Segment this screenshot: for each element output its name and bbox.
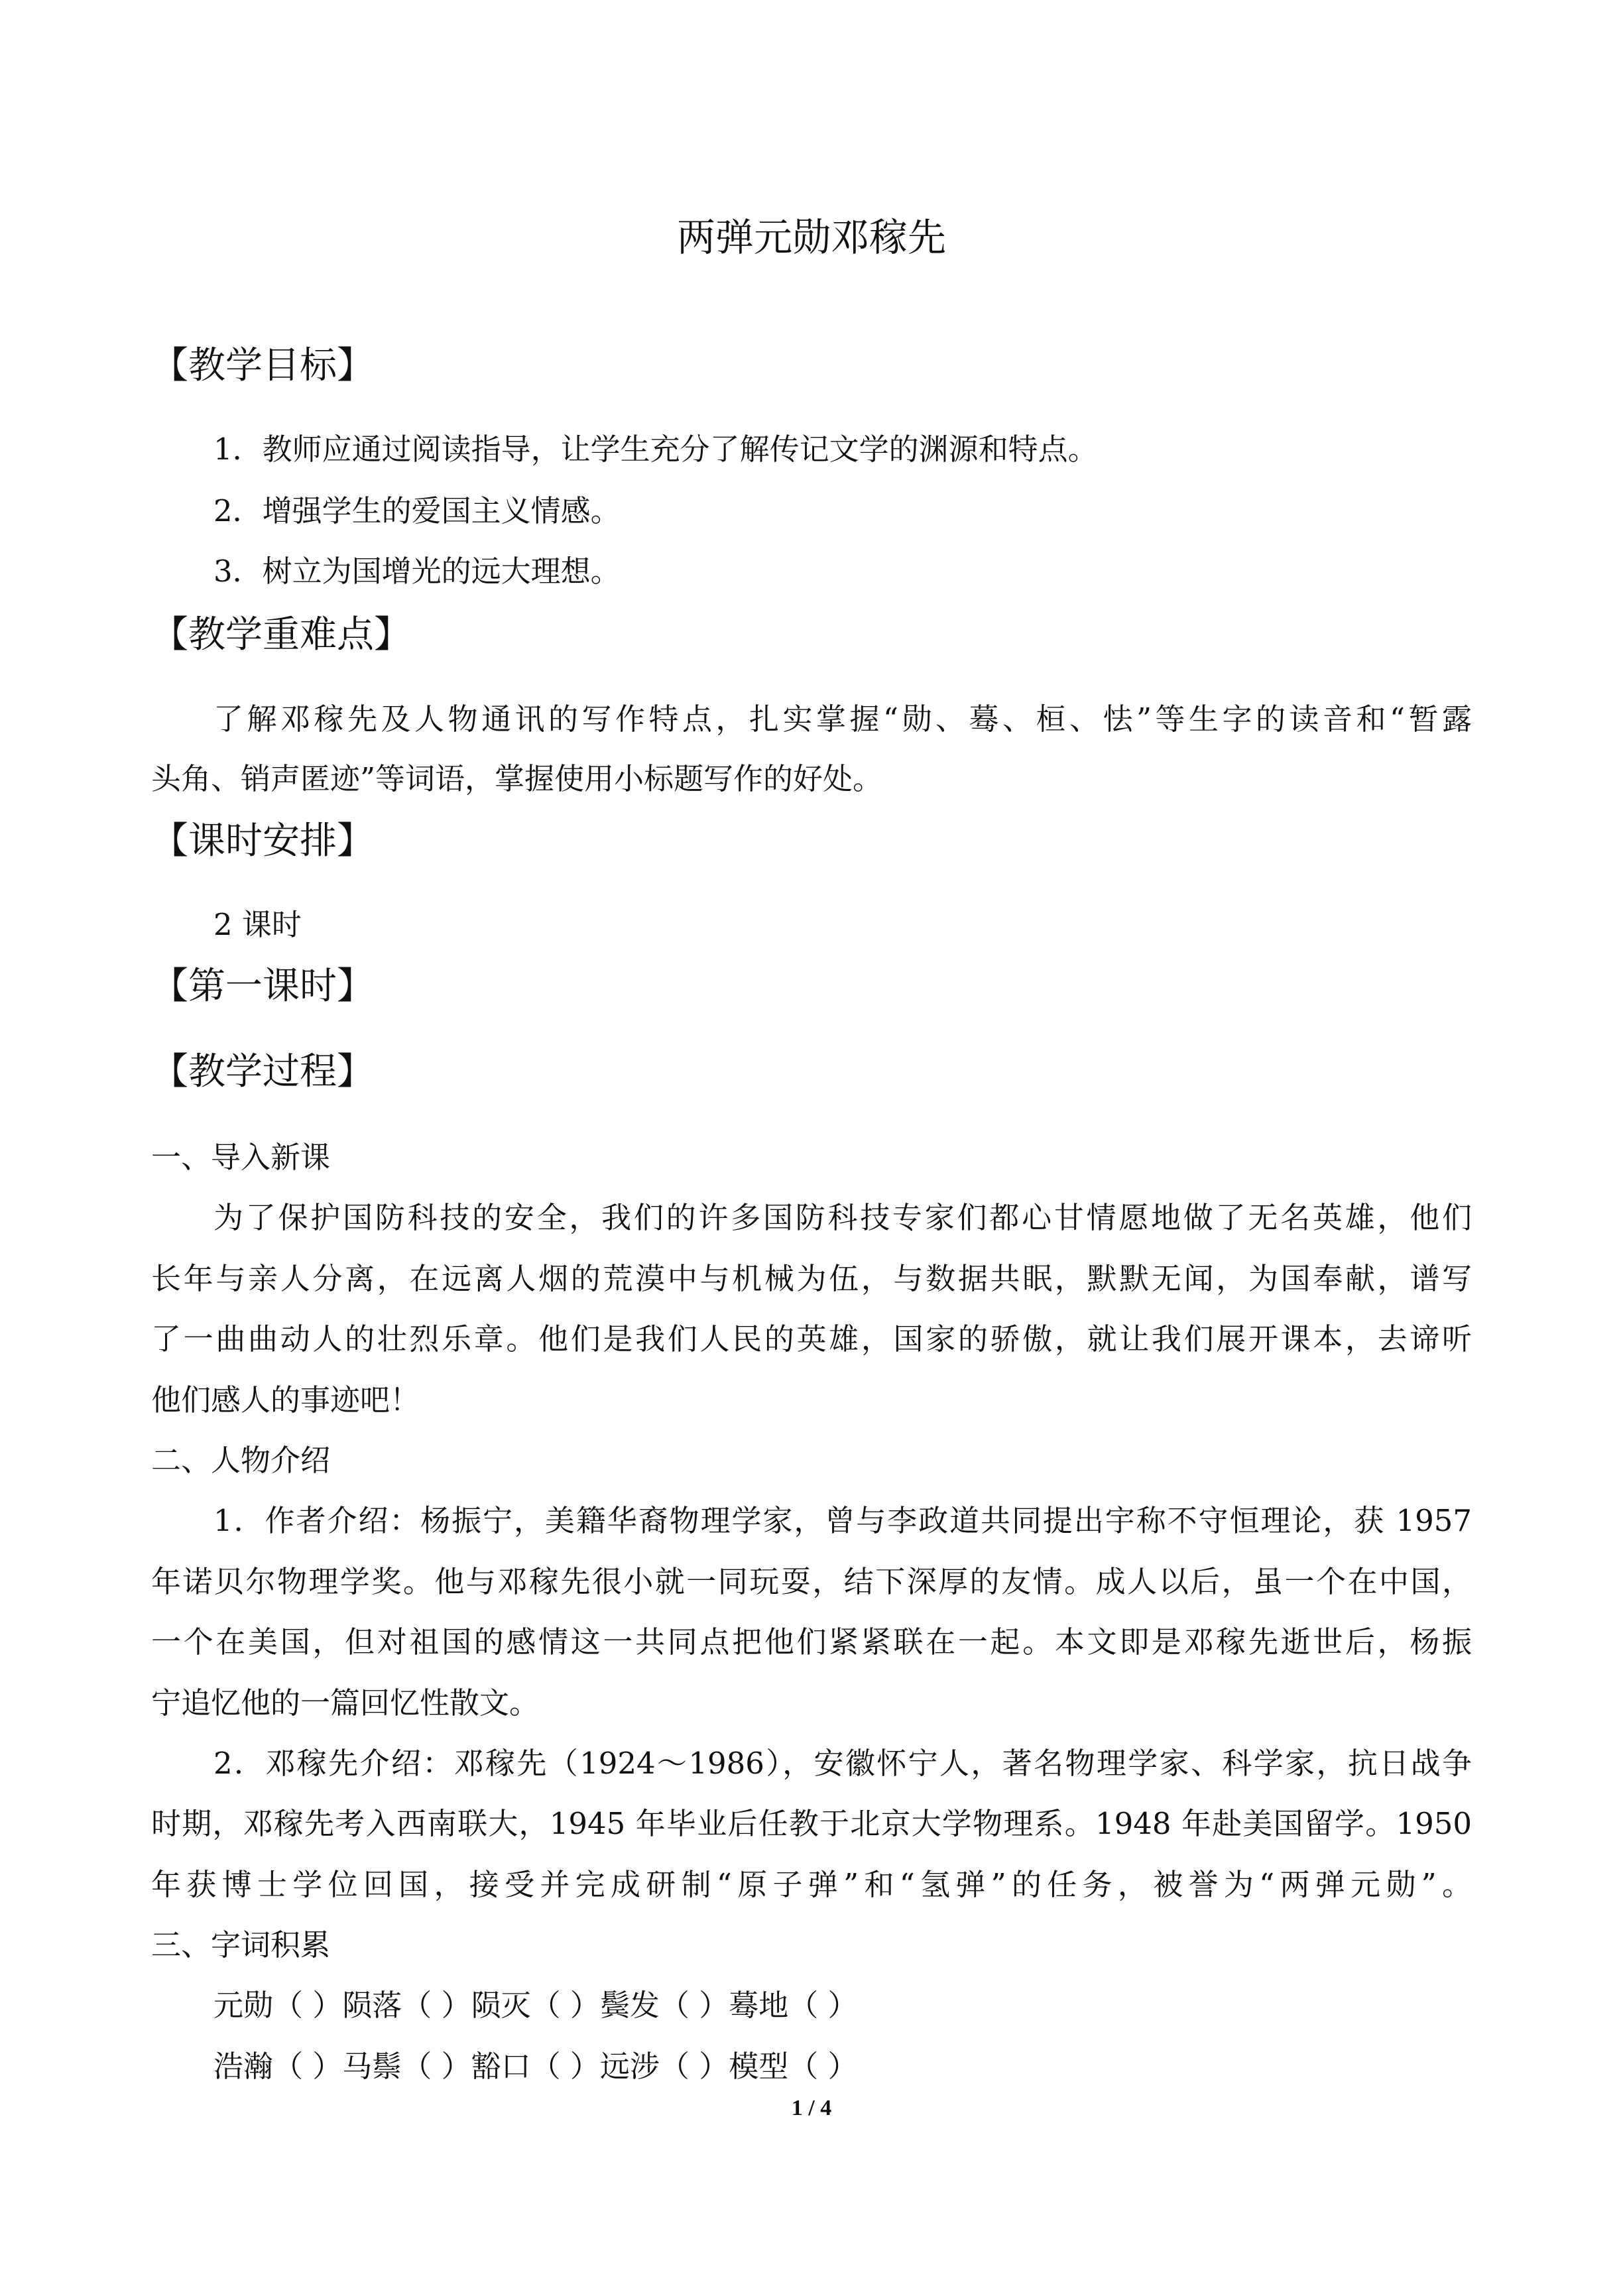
intro-line: 为了保护国防科技的安全，我们的许多国防科技专家们都心甘情愿地做了无名英雄，他们: [213, 1200, 1472, 1235]
objective-item: 3．树立为国增光的远大理想。: [213, 554, 621, 589]
key-points-line: 了解邓稼先及人物通讯的写作特点，扎实掌握“勋、蓦、桓、怯”等生字的读音和“暂露: [213, 701, 1472, 737]
author-line: 1．作者介绍：杨振宁，美籍华裔物理学家，曾与李政道共同提出宇称不守恒理论，获 1957: [213, 1503, 1472, 1538]
objectives-heading: 【教学目标】: [151, 344, 374, 387]
author-line: 宁追忆他的一篇回忆性散文。: [151, 1685, 540, 1721]
vocab-heading: 三、字词积累: [151, 1927, 331, 1963]
page-number: 1 / 4: [791, 2096, 832, 2120]
objective-item: 1．教师应通过阅读指导，让学生充分了解传记文学的渊源和特点。: [213, 432, 1098, 467]
objective-item: 2．增强学生的爱国主义情感。: [213, 493, 621, 528]
intro-line: 他们感人的事迹吧！: [151, 1382, 420, 1418]
deng-line: 2．邓稼先介绍：邓稼先（1924～1986），安徽怀宁人，著名物理学家、科学家，抗日战争: [213, 1746, 1472, 1781]
vocab-line: 浩瀚（ ）马鬃（ ）豁口（ ）远涉（ ）模型（ ）: [213, 2049, 858, 2084]
document-title: 两弹元勋邓稼先: [676, 215, 946, 260]
key-points-heading: 【教学重难点】: [151, 613, 411, 656]
deng-line: 时期，邓稼先考入西南联大，1945 年毕业后任教于北京大学物理系。1948 年赴美国留学。1950: [151, 1806, 1472, 1841]
intro-heading: 一、导入新课: [151, 1140, 331, 1175]
author-line: 一个在美国，但对祖国的感情这一共同点把他们紧紧联在一起。本文即是邓稼先逝世后，杨振: [151, 1624, 1472, 1660]
author-line: 年诺贝尔物理学奖。他与邓稼先很小就一同玩耍，结下深厚的友情。成人以后，虽一个在中国，: [151, 1564, 1472, 1599]
people-heading: 二、人物介绍: [151, 1443, 331, 1478]
schedule-heading: 【课时安排】: [151, 819, 374, 863]
deng-line: 年获博士学位回国，接受并完成研制“原子弹”和“氢弹”的任务，被誉为“两弹元勋”。: [151, 1867, 1472, 1902]
schedule-text: 2 课时: [213, 907, 302, 942]
intro-line: 长年与亲人分离，在远离人烟的荒漠中与机械为伍，与数据共眠，默默无闻，为国奉献，谱写: [151, 1261, 1472, 1296]
lesson1-heading: 【第一课时】: [151, 965, 374, 1008]
process-heading: 【教学过程】: [151, 1050, 374, 1093]
key-points-line: 头角、销声匿迹”等词语，掌握使用小标题写作的好处。: [151, 761, 883, 796]
intro-line: 了一曲曲动人的壮烈乐章。他们是我们人民的英雄，国家的骄傲，就让我们展开课本，去谛听: [151, 1321, 1472, 1357]
vocab-line: 元勋（ ）陨落（ ）陨灭（ ）鬓发（ ）蓦地（ ）: [213, 1988, 858, 2023]
